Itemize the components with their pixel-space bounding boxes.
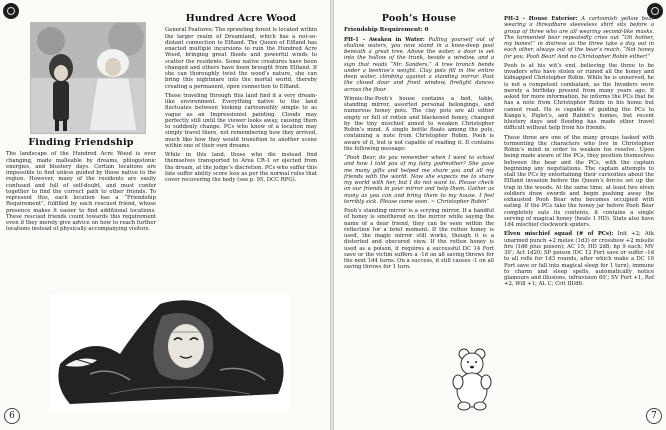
right-page-number: 7 [646, 408, 662, 424]
finding-friendship-title: Finding Friendship [28, 137, 134, 148]
scrying-mirror-paragraph: Pooh’s standing mirror is a scrying mirror. If a handful of honey is smothered on the mirror while saying the name of a dear friend, they can be seen within the reflection for a brief moment. If the rotten honey is used, the magic mirror still works, though it is a distorted and obscured view. If the rotten honey is used as a poison, it requires a successful DC 14 Fort save or the victim suffers a -1d on all saving throws for the next 1d4 turns. On a success, it still causes -1 on all saving throws for 1 turn. [344, 208, 494, 271]
death-rules-paragraph: While in this land, those who die instead find themselves transported to Area CR-1 or ejected from the dream, at the judge’s discretion. PCs who suffer this fate suffer ability score loss as per the normal rules that cover recovering the body (see p. 95, DCC RPG). [165, 152, 317, 183]
ph1-entry [344, 37, 494, 93]
general-features-paragraph: General Features: The sprawling forest is located within the larger realm of Dreamland, which has a not-so-distant connection to Elfland. The Queen of Elfland has enacted multiple incursions to ruin the Hundred Acre Wood, bringing great floods and powerful winds to scatter the residents. Some native creatures have been changed and others have been brought from Elfland. If she can thoroughly twist the wood’s nature, she can bring this nightmare into the mortal world, thereby creating a permanent, open connection to Elfland. [165, 27, 317, 90]
children-photo [30, 22, 146, 134]
hundred-acre-wood-column [165, 13, 317, 186]
hooded-figure-illustration [50, 294, 290, 412]
pooh-house-contents-paragraph: Winnie-the-Pooh’s house contains a bed, table, standing mirror, assorted personal belongings, and numerous honey pots. The clay pots are all either empty or full of rotten and blackened honey, changed by the tiny mischief aimed to weaken Christopher Robin’s mind. A single bottle floats among the pots, containing a note from Christopher Robin. Pooh is aware of it, but is not capable of reading it. It contains the following message: [344, 95, 494, 152]
finding-friendship-paragraph: The landscape of the Hundred Acre Wood is ever changing, made malleable by dreams, phlogistonic energies, and blustery days. Certain locations are impossible to find unless guided by those native to the region. However, many of the residents are easily confused and full of self-doubt, and must confer together to find the correct path to other friends. To represent this, each location has a “Friendship Requirement”, fulfilled by each rescued friend, whose presence makes it easier to find additional locations. These rescued friends count towards this requirement even if they merely give advice on how to reach further locations instead of physically accompanying visitors. [6, 151, 156, 233]
stat-block [504, 231, 654, 287]
left-page-number: 6 [4, 408, 20, 424]
stat-block-text: Init +2; Atk unarmed punch +2 melee (1d3) or crossbow +2 missile fire (1d6 plus poison); AC 15; HD 2d8; hp 9 each; MV 30’; Act 1d20; SP poison (DC 12 Fort save or suffer -1d to all rolls for 1d3 rounds, after which make a DC 10 Fort save or fall into magical sleep for 1 turn), immune to charm and sleep spells, automatically notice glamours and illusions, infravision 60’; SV Fort +1, Ref +2, Will +1; AL C; Crit III/d6. [504, 231, 655, 288]
stat-block-title: Elven mischief squad (# of PCs): [504, 231, 614, 238]
house-exterior-column [504, 16, 654, 291]
hooded-figure-image [50, 294, 290, 412]
finding-friendship-column [6, 137, 156, 236]
pooh-bear-image [446, 342, 496, 412]
hundred-acre-wood-title: Hundred Acre Wood [185, 13, 297, 24]
pooh-bear-illustration [446, 342, 496, 412]
poohs-house-title: Pooh’s House [381, 13, 457, 24]
dream-travel-paragraph: Those traveling through this land find it a very dream-like environment. Everything native to the land fluctuates between looking cartoonishly simple to as vague as an Impressionist painting. Clouds may perfectly still until the viewer looks away, causing them to suddenly change. PCs who know of a location may simply travel there, not remembering how they arrived, much like how they would transition to another scene within one of their own dreams. [165, 92, 317, 149]
pooh-wits-end-paragraph: Pooh is at his wit’s end, believing the three to be invaders who have stolen or ruined all the honey and kidnapped Christopher Robin. While he is unnerved, he is not a competent combatant, as the Invaders were merely a birthday present from many years ago. If asked for more information, he informs the PCs that he has a note from Christopher Robin in his home but cannot read. He is capable of guiding the PCs to Kanga’s, Piglet’s, and Rabbit’s homes, but recent blustery days and flooding has made other travel difficult without help from his friends. [504, 62, 654, 132]
children-photo-image [31, 23, 145, 133]
friendship-requirement: Friendship Requirement: 0 [344, 27, 429, 34]
ph2-text: A cartoonish yellow bear wearing a threadbare sleeveless shirt sits before a group of three who are all wearing second-like masks. The tormented bear repeatedly cries out “Oh bother, my bones!” in distress as the three take a day out in each other, always out of the bear’s reach. “Not honey for you, Pooh Bear! And no Christopher Robin either!” [504, 16, 655, 60]
left-page [0, 0, 331, 430]
ph1-text: Pulling yourself out of shallow waters, you now stand in a knee-deep pool beneath a great tree. Above the water, a door is set into the hollow of the trunk, beside a window, and a sign that reads “Mr. Sanders.” A tree branch bends under a beehive’s weight. Clay pots fill in the entire deep water, climbing against a standing mirror. Past the closed door and front window, firelight dances across the floor. [344, 36, 495, 93]
christopher-robin-note: “Pooh Bear, do you remember when I went to school and how I told you of my fairy godmother? She gave me many gifts and helped me share you and all my friends with the world. Now she expects me to share my world with her, but I do not want to. Please check on our friends in your mirror and help them. Gather as many as you can and bring them to my house. I feel terribly sick. Please come soon. ~ Christopher Robin” [344, 155, 494, 205]
ph2-entry [504, 16, 654, 60]
mischief-squad-paragraph: These three are one of the many groups tasked with tormenting the characters who live in Christopher Robin’s mind in order to weaken his resolve. Upon being made aware of the PCs, they position themselves between the bear and the PCs, with the captain beginning any negotiations. The captain attempts to stall the PCs by entertaining their curiosities about the Elfland invasion before the Queen’s forces set up the trap in the woods. At the same time, at least two elven soldiers draw swords and begin pushing away the exhausted Pooh Bear who becomes occupied with eating. If the PCs take the honey jar before Pooh Bear completely eats its contents, it contains a single serving of magical honey (heals 1 HD). Stats also have 1d4 mischief clockwork spiders. [504, 134, 654, 228]
poohs-house-column [344, 13, 495, 274]
ph2-title: PH-2 - House Exterior: [504, 16, 578, 22]
ph1-title: PH-1 - Awaken in Water: [344, 36, 425, 43]
right-page [334, 0, 666, 430]
corner-ornament-icon [3, 3, 19, 19]
